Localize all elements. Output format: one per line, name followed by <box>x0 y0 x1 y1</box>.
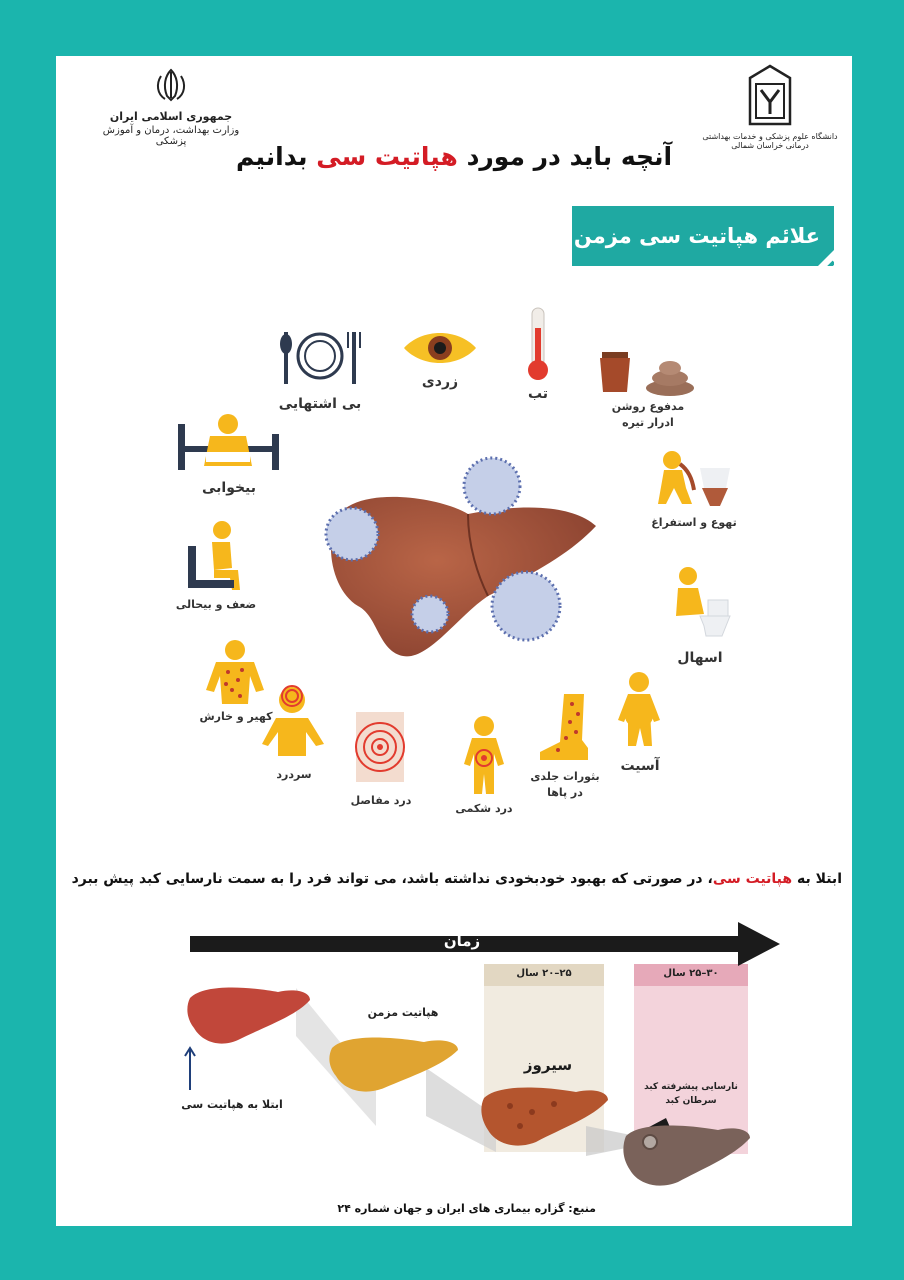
intro-highlight: هپاتیت سی <box>712 871 793 887</box>
label-loss-of-appetite: بی اشتهایی <box>278 396 362 412</box>
stage-failure-label-2: سرطان کبد <box>665 1096 717 1106</box>
insomnia-icon <box>176 412 282 476</box>
title-part-2: بدانیم <box>235 142 308 171</box>
weakness-icon <box>184 520 248 592</box>
label-rash-line2: در پاها <box>547 786 583 799</box>
gov-line1: جمهوری اسلامی ایران <box>109 110 233 123</box>
label-nausea: تهوع و استفراغ <box>651 516 737 529</box>
bruising-icon <box>204 640 266 704</box>
failure-liver-icon <box>622 1118 752 1190</box>
intro-part-1: ابتلا به <box>796 871 842 887</box>
liver-illustration <box>318 456 598 666</box>
iran-emblem-icon <box>151 66 191 104</box>
page-title <box>56 142 852 171</box>
label-jaundice: زردی <box>421 374 459 390</box>
joint-pain-icon <box>350 712 410 782</box>
label-joint-pain: درد مفاصل <box>350 794 412 807</box>
label-rash-line1: بثورات جلدی <box>530 770 600 783</box>
title-highlight: هپاتیت سی <box>316 142 458 171</box>
cirrhosis-liver-icon <box>480 1082 610 1148</box>
label-stool: مدفوع روشن <box>611 400 685 413</box>
stage-infection-label: ابتلا به هپاتیت سی <box>181 1098 283 1111</box>
vomiting-icon <box>656 448 732 508</box>
gov-line2: وزارت بهداشت، درمان و آموزش پزشکی <box>102 125 240 147</box>
headache-icon <box>262 684 326 758</box>
university-logo <box>700 64 840 150</box>
label-abdominal-pain: درد شکمی <box>455 802 513 815</box>
eye-icon <box>402 328 478 368</box>
label-diarrhea: اسهال <box>677 650 723 666</box>
section-title: علائم هپاتیت سی مزمن <box>573 224 820 248</box>
thermometer-icon <box>524 306 552 382</box>
poster-card <box>56 56 852 1226</box>
abdominal-pain-icon <box>460 716 508 796</box>
label-weakness: ضعف و بیحالی <box>175 598 257 611</box>
leg-rash-icon <box>536 692 592 764</box>
ministry-logo <box>96 66 246 147</box>
time-label: زمان <box>443 932 481 950</box>
stool-urine-icon <box>596 346 696 398</box>
chronic-liver-icon <box>328 1032 460 1094</box>
healthy-liver-icon <box>186 982 312 1046</box>
source-note: منبع: گزاره بیماری های ایران و جهان شماره ۲۴ <box>337 1202 596 1215</box>
infection-arrow-icon <box>184 1046 196 1090</box>
period1-label: ۲۵–۲۰ سال <box>516 968 572 979</box>
period2-label: ۳۰–۲۵ سال <box>663 968 719 979</box>
label-fever: تب <box>527 386 549 402</box>
stage-chronic-label: هپاتیت مزمن <box>367 1006 439 1019</box>
university-emblem-icon <box>744 64 796 126</box>
stage-cirrhosis-label: سیروز <box>523 1056 573 1074</box>
plate-fork-knife-icon <box>278 326 362 388</box>
intro-sentence <box>56 871 842 887</box>
label-bruising: کهیر و خارش <box>199 710 273 723</box>
ascites-icon <box>614 672 664 748</box>
intro-part-2: ، در صورتی که بهبود خودبخودی نداشته باشد، می تواند فرد را به سمت نارسایی کبد پیش ببرد <box>71 871 713 887</box>
title-part-1: آنچه باید در مورد <box>466 142 673 171</box>
label-urine: ادرار تیره <box>622 416 674 429</box>
label-headache: سردرد <box>276 768 312 781</box>
label-ascites: آسیت <box>620 758 660 774</box>
diarrhea-icon <box>664 566 732 638</box>
stage-failure-label-1: نارسایی پیشرفته کبد <box>644 1082 738 1092</box>
university-name: دانشگاه علوم پزشکی و خدمات بهداشتی درمانی خراسان شمالی <box>702 132 838 150</box>
label-insomnia: بیخوابی <box>201 480 257 496</box>
